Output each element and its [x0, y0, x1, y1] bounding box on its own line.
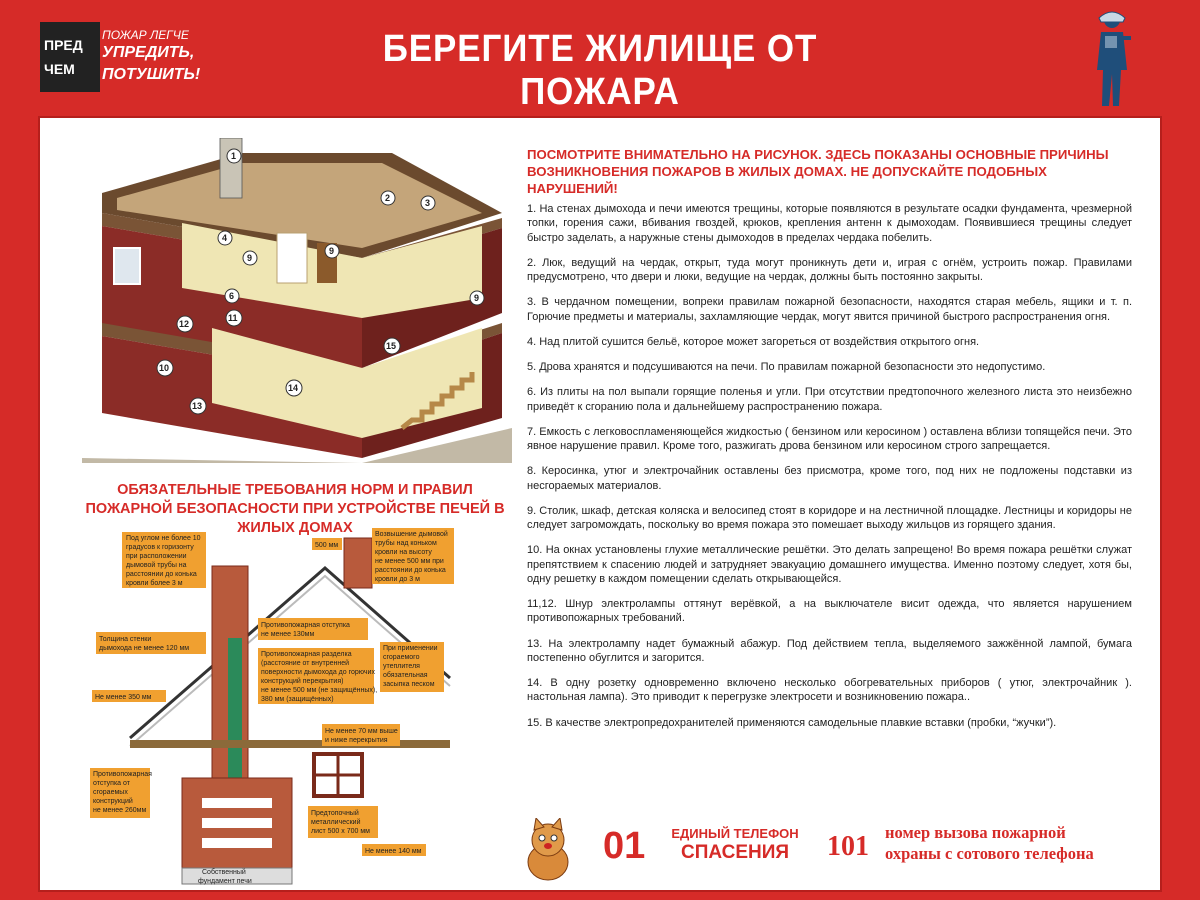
list-item: 10. На окнах установлены глухие металлические решётки. Это делать запрещено! Во время пожара решётки служат препятствием к спасению людей и затрудняет эвакуацию домашнего имущества. Именно поэтому следует, хотя бы, одну решетку в каждом помещении сделать открывающейся.: [527, 544, 1132, 585]
svg-text:6: 6: [229, 291, 235, 301]
list-item: 5. Дрова хранятся и подсушиваются на печи. По правилам пожарной безопасности это недопустимо.: [527, 361, 1046, 373]
rescue-label-line1: ЕДИНЫЙ ТЕЛЕФОН: [671, 826, 799, 841]
stove-label-l9-1: и ниже перекрытия: [325, 737, 388, 744]
stove-label-l3-4: расстоянии до конька: [375, 567, 446, 574]
stove-label-l7-1: сгораемого: [383, 654, 420, 661]
list-item: 11,12. Шнур электролампы оттянут верёвкой, а на выключателе висит одежда, что является нарушением противопожарных требований.: [527, 598, 1132, 625]
logo-line3: ПОЖАР ЛЕГЧЕ: [102, 28, 189, 42]
svg-text:9: 9: [474, 293, 480, 303]
logo: [40, 22, 208, 92]
cat-icon: [518, 818, 576, 882]
svg-text:15: 15: [386, 341, 397, 351]
mobile-label-line2: охраны с сотового телефона: [885, 844, 1094, 863]
causes-list: [527, 202, 1132, 741]
stove-label-l10-4: не менее 260мм: [93, 807, 147, 814]
list-item: 14. В одну розетку одновременно включено несколько обогревательных приборов ( утюг, электрочайник ). настольная лампа). Это приводит к перегрузке электросети и возникновению пожара..: [527, 677, 1132, 704]
list-item: 4. Над плитой сушится бельё, которое может загореться от воздействия открытого огня.: [527, 335, 980, 348]
stove-label-l1-0: Под углом не более 10: [126, 535, 201, 542]
stove-label-l4-0: Противопожарная отступка: [261, 622, 350, 629]
stove-label-l11-2: лист 500 х 700 мм: [311, 828, 370, 835]
stove-label-l1-5: кровли более 3 м: [126, 580, 183, 587]
stove-label-l2-0: 500 мм: [315, 542, 339, 549]
logo-line4: УПРЕДИТЬ,: [102, 44, 195, 61]
svg-text:3: 3: [425, 198, 431, 208]
stove-label-l1-4: расстоянии до конька: [126, 571, 197, 578]
mobile-label-line1: номер вызова пожарной: [885, 823, 1066, 842]
stove-label-l3-2: кровли на высоту: [375, 549, 432, 556]
svg-text:11: 11: [228, 313, 238, 323]
list-item: 3. В чердачном помещении, вопреки правилам пожарной безопасности, находятся старая мебель, ящики и т. п. Горючие предметы и материалы, захламляющие чердак, могут явится причиной быстрого распространения огня.: [527, 296, 1132, 323]
stove-label-l9-0: Не менее 70 мм выше: [325, 728, 398, 735]
svg-text:13: 13: [192, 401, 203, 411]
list-item: 8. Керосинка, утюг и электрочайник оставлены без присмотра, кроме того, под них не подложены подставки из несгораемых материалов.: [527, 465, 1132, 492]
list-item: 9. Столик, шкаф, детская коляска и велосипед стоят в коридоре и на лестничной площадке. Лестницы и коридоры не следует загромождать, поскольку во время пожара это помешает выходу жильцов из горящего здания.: [527, 504, 1132, 531]
svg-text:12: 12: [179, 319, 190, 329]
stove-label-l13-0: Собственный: [202, 869, 246, 876]
logo-line5: ПОТУШИТЬ!: [102, 66, 201, 83]
requirements-title-line1: ОБЯЗАТЕЛЬНЫЕ ТРЕБОВАНИЯ НОРМ И ПРАВИЛ: [117, 482, 473, 498]
stove-label-l11-1: металлический: [311, 819, 361, 826]
svg-text:9: 9: [247, 253, 253, 263]
stove-label-l6-5: 380 мм (защищённых): [261, 696, 334, 703]
stove-label-l5-1: дымохода не менее 120 мм: [99, 645, 190, 652]
logo-right: [100, 22, 208, 92]
stove-label-l3-3: не менее 500 мм при: [375, 558, 444, 565]
stove-label-l6-1: (расстояние от внутренней: [261, 660, 350, 667]
svg-text:2: 2: [385, 193, 391, 203]
stove-label-l10-3: конструкций: [93, 798, 133, 805]
stove-diagram: [90, 528, 470, 888]
stove-label-l8-0: Не менее 350 мм: [95, 694, 152, 701]
list-item: 7. Емкость с легковоспламеняющейся жидкостью ( бензином или керосином ) оставлена вблизи топящейся печи. Это явное нарушение правил. Кроме того, разжигать дрова бензином или керосином строго запрещается.: [527, 425, 1132, 452]
stove-label-l6-0: Противопожарная разделка: [261, 651, 352, 658]
list-item: 6. Из плиты на пол выпали горящие поленья и угли. При отсутствии предтопочного железного листа это неизбежно приведёт к сгоранию пола и дальнейшему распространению пожара.: [527, 386, 1132, 413]
stove-label-l13-1: фундамент печи: [198, 878, 252, 885]
stove-label-l6-4: не менее 500 мм (не защищённых),: [261, 687, 378, 694]
svg-text:14: 14: [288, 383, 299, 393]
logo-left: [40, 22, 100, 92]
stove-label-l7-4: засыпка песком: [383, 681, 435, 688]
mobile-number: 101: [827, 831, 869, 862]
stove-label-l12-0: Не менее 140 мм: [365, 848, 422, 855]
page-title: БЕРЕГИТЕ ЖИЛИЩЕ ОТ ПОЖАРА: [382, 28, 818, 113]
stove-label-l3-1: трубы над коньком: [375, 540, 437, 547]
requirements-title-line2: ПОЖАРНОЙ БЕЗОПАСНОСТИ ПРИ УСТРОЙСТВЕ ПЕЧЕЙ В ЖИЛЫХ ДОМАХ: [85, 501, 505, 536]
stove-label-l7-0: При применении: [383, 645, 438, 652]
rescue-number: 01: [603, 825, 646, 867]
svg-text:10: 10: [159, 363, 170, 373]
logo-line1: ПРЕД: [44, 37, 83, 53]
stove-label-l1-3: дымовой трубы на: [126, 562, 187, 569]
fireman-icon: [1085, 8, 1135, 108]
list-item: 13. На электролампу надет бумажный абажур. Под действием тепла, выделяемого зажжённой лампой, бумага постепенно обуглится и загорится.: [527, 637, 1132, 664]
svg-text:4: 4: [222, 233, 228, 243]
stove-label-l1-1: градусов к горизонту: [126, 544, 194, 551]
stove-label-l1-2: при расположении: [126, 553, 187, 560]
rescue-label-line2: СПАСЕНИЯ: [680, 842, 790, 863]
stove-label-l6-2: поверхности дымохода до горючих: [261, 669, 375, 676]
stove-label-l10-2: сгораемых: [93, 789, 128, 796]
rescue-label: [670, 826, 800, 864]
stove-label-l11-0: Предтопочный: [311, 810, 359, 817]
stove-label-l4-1: не менее 130мм: [261, 631, 315, 638]
intro-text: ПОСМОТРИТЕ ВНИМАТЕЛЬНО НА РИСУНОК. ЗДЕСЬ ПОКАЗАНЫ ОСНОВНЫЕ ПРИЧИНЫ ВОЗНИКНОВЕНИЯ ПОЖАРОВ В ЖИЛЫХ ДОМАХ. НЕ ДОПУСКАЙТЕ ПОДОБНЫХ НАРУШЕНИЙ!: [527, 147, 1109, 196]
stove-label-l5-0: Толщина стенки: [99, 636, 152, 643]
svg-text:9: 9: [329, 246, 335, 256]
content-panel: [40, 118, 1160, 890]
stove-label-l3-0: Возвышение дымовой: [375, 531, 448, 538]
stove-label-l6-3: конструкций перекрытия): [261, 678, 344, 685]
stove-label-l7-2: утеплителя: [383, 663, 420, 670]
stove-label-l7-3: обязательная: [383, 672, 428, 679]
stove-label-l10-0: Противопожарная: [93, 771, 152, 778]
logo-line2: ЧЕМ: [44, 61, 75, 77]
mobile-label: [885, 822, 1155, 864]
stove-label-l3-5: кровли до 3 м: [375, 576, 420, 583]
svg-text:1: 1: [231, 151, 237, 161]
stove-label-l10-1: отступка от: [93, 780, 130, 787]
list-item: 2. Люк, ведущий на чердак, открыт, туда могут проникнуть дети и, играя с огнём, устроить пожар. Правилами предусмотрено, что двери и люки, ведущие на чердак, должны быть постоянно закрыты.: [527, 256, 1132, 284]
list-item: 1. На стенах дымохода и печи имеются трещины, которые появляются в результате осадки фундамента, чрезмерной топки, горения сажи, вбивания гвоздей, крюков, крепления антенн к дымоходам. Появившиеся трещины следует быстро заделать, а наружные стены дымоходов в пределах чердака побелить.: [527, 203, 1132, 244]
list-item: 15. В качестве электропредохранителей применяются самодельные плавкие вставки (пробки, “жучки”).: [527, 716, 1057, 729]
house-illustration: [62, 138, 517, 463]
